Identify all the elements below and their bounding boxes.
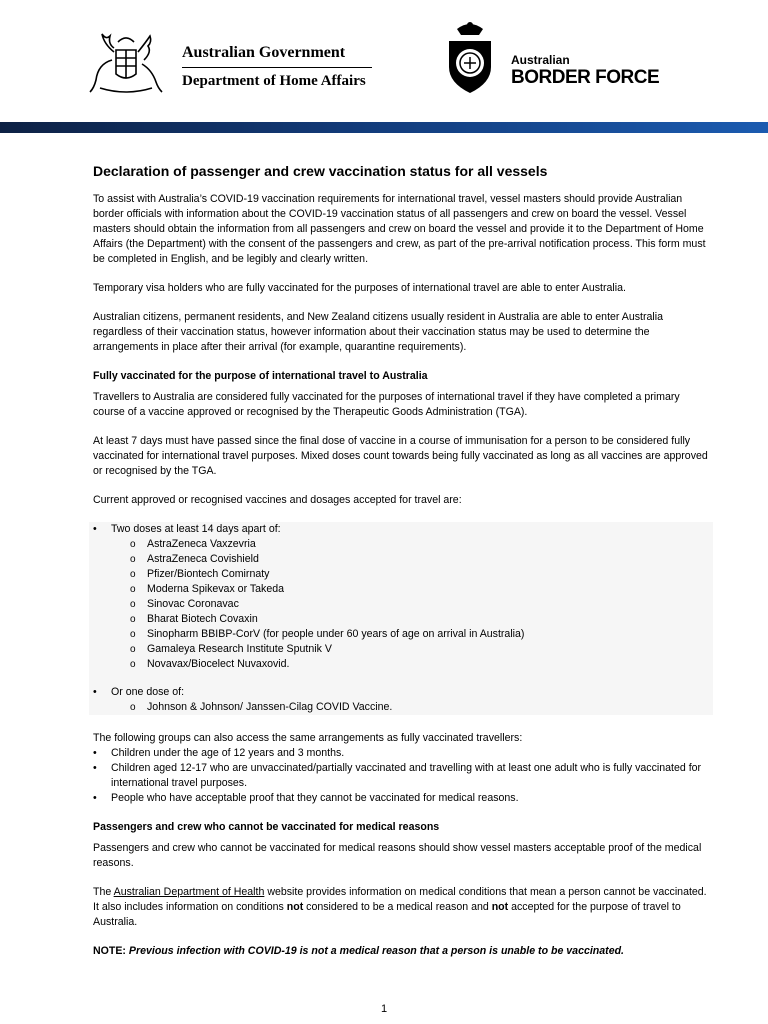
group-item: • Children under the age of 12 years and 3 months.	[93, 746, 713, 761]
header-color-bar	[0, 122, 768, 133]
page-header	[0, 0, 768, 122]
border-force-line1: Australian	[511, 53, 570, 67]
para-text: accepted for the purpose of travel to Australia.	[93, 901, 681, 928]
fully-vaccinated-paragraph-1: Travellers to Australia are considered fully vaccinated for the purposes of international travel if they have completed a primary course of a vaccine approved or recognised by the Therapeutic Goods Administration (TGA).	[93, 391, 680, 418]
vaccine-item: o AstraZeneca Covishield	[130, 552, 713, 567]
vaccine-item: o AstraZeneca Vaxzevria	[130, 537, 713, 552]
medical-reasons-paragraph-2	[93, 885, 713, 930]
wordmark-divider	[182, 67, 372, 68]
note-text: Previous infection with COVID-19 is not a medical reason that a person is unable to be vaccinated.	[125, 945, 624, 957]
one-dose-label: Or one dose of:	[111, 686, 185, 698]
document-title: Declaration of passenger and crew vaccination status for all vessels	[93, 163, 548, 179]
border-force-line2: BORDER FORCE	[511, 67, 660, 88]
one-dose-item	[93, 685, 713, 700]
two-dose-vaccine-list	[93, 537, 713, 672]
vaccine-list-block	[89, 522, 713, 715]
document-body	[93, 162, 713, 973]
vaccine-item: o Novavax/Biocelect Nuvaxovid.	[130, 657, 713, 672]
one-dose-list	[93, 685, 713, 700]
note-label: NOTE:	[93, 945, 126, 957]
section-heading-fully-vaccinated: Fully vaccinated for the purpose of international travel to Australia	[93, 370, 428, 382]
note	[93, 944, 713, 959]
section-heading-medical-reasons: Passengers and crew who cannot be vaccinated for medical reasons	[93, 821, 440, 833]
fully-vaccinated-paragraph-2: At least 7 days must have passed since the final dose of vaccine in a course of immunisation for a person to be considered fully vaccinated for international travel purposes. Mixed doses count towards being fully vaccinated as long as all vaccines are approved or recognised by the TGA.	[93, 435, 708, 477]
emphasis-not: not	[491, 901, 509, 913]
coat-of-arms-logo	[86, 30, 166, 96]
vaccines-intro: Current approved or recognised vaccines and dosages accepted for travel are:	[93, 494, 462, 506]
medical-reasons-paragraph-1: Passengers and crew who cannot be vaccinated for medical reasons should show vessel masters acceptable proof of the medical reasons.	[93, 842, 702, 869]
two-dose-label: Two doses at least 14 days apart of:	[111, 523, 281, 535]
border-force-wordmark	[511, 52, 659, 86]
one-dose-vaccine-list	[93, 700, 713, 715]
groups-intro: The following groups can also access the same arrangements as fully vaccinated travellers:	[93, 732, 523, 744]
two-dose-item	[93, 522, 713, 537]
vaccine-item: o Bharat Biotech Covaxin	[130, 612, 713, 627]
intro-paragraph-2: Temporary visa holders who are fully vaccinated for the purposes of international travel are able to enter Australia.	[93, 282, 626, 294]
department-name: Department of Home Affairs	[182, 73, 366, 89]
group-item: • People who have acceptable proof that they cannot be vaccinated for medical reasons.	[93, 791, 713, 806]
vaccine-item: o Sinopharm BBIBP-CorV (for people under 60 years of age on arrival in Australia)	[130, 627, 713, 642]
vaccine-list	[93, 522, 713, 537]
groups-list	[93, 746, 713, 806]
page-number: 1	[380, 1003, 388, 1015]
vaccine-item: o Pfizer/Biontech Comirnaty	[130, 567, 713, 582]
para-text: website provides information on medical conditions that mean a person cannot be vaccinated. It also includes information on conditions	[93, 886, 707, 913]
intro-paragraph-3: Australian citizens, permanent residents, and New Zealand citizens usually resident in Australia are able to enter Australia regardless of their vaccination status, however information about their vaccination status may be used to determine the arrangements in place after their arrival (for example, quarantine requirements).	[93, 311, 664, 353]
para-text: The	[93, 886, 114, 898]
group-item: • Children aged 12-17 who are unvaccinated/partially vaccinated and travelling with at least one adult who is fully vaccinated for international travel purposes.	[93, 761, 713, 791]
vaccine-item: o Moderna Spikevax or Takeda	[130, 582, 713, 597]
vaccine-item: o Sinovac Coronavac	[130, 597, 713, 612]
vaccine-item: o Johnson & Johnson/ Janssen-Cilag COVID Vaccine.	[130, 700, 713, 715]
government-wordmark	[182, 44, 372, 90]
government-name: Australian Government	[182, 44, 346, 61]
para-text: considered to be a medical reason and	[303, 901, 492, 913]
emphasis-not: not	[286, 901, 304, 913]
intro-paragraph-1: To assist with Australia’s COVID-19 vaccination requirements for international travel, vessel masters should provide Australian border officials with information about the COVID-19 vaccination status of all passengers and crew on board the vessel. Vessel masters should obtain the information from all passengers and crew on board the vessel and provide it to the Department of Home Affairs (the Department) with the consent of the passengers and crew, as part of the pre-arrival notification process. This form must be completed in English, and be legibly and clearly written.	[93, 193, 706, 265]
border-force-seal-logo	[445, 19, 495, 95]
department-of-health-link[interactable]: Australian Department of Health	[113, 886, 265, 898]
vaccine-item: o Gamaleya Research Institute Sputnik V	[130, 642, 713, 657]
